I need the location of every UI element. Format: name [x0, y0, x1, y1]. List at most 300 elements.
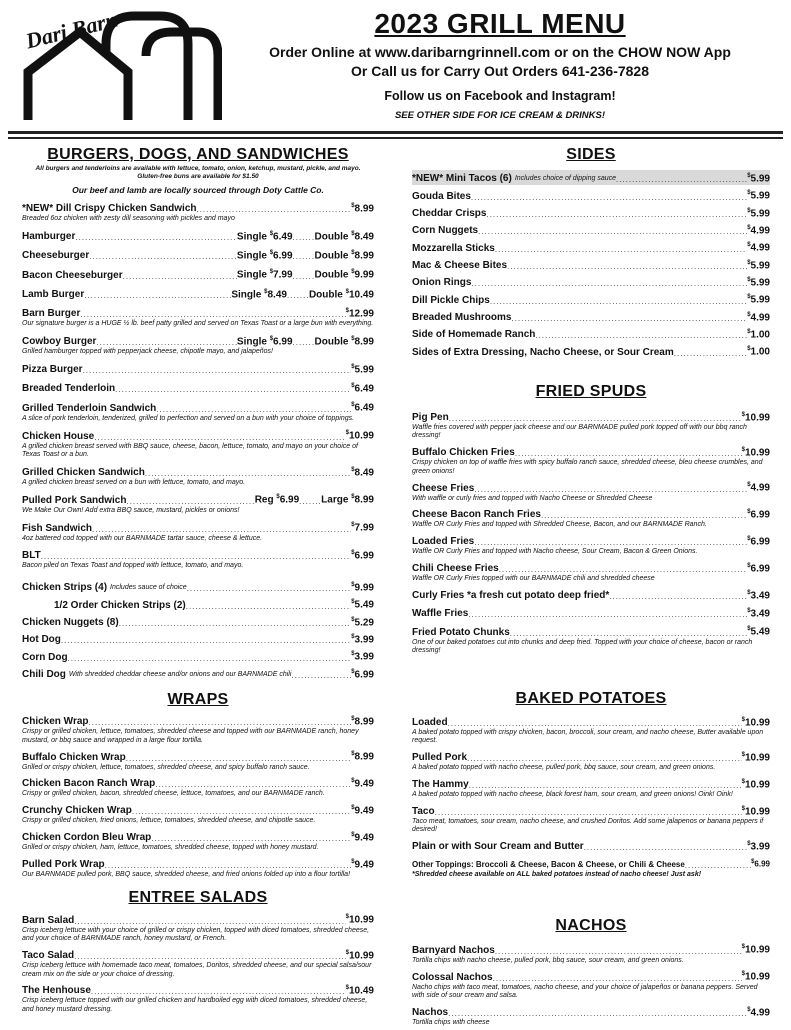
- baked-list: [412, 714, 770, 880]
- leader-dots: [105, 861, 352, 871]
- menu-item: [412, 205, 770, 220]
- menu-item: [412, 257, 770, 272]
- menu-item-row: [22, 775, 374, 790]
- nachos-list: [412, 941, 770, 1027]
- menu-item: [412, 623, 770, 655]
- burgers-note: All burgers and tenderloins are available with lettuce, tomato, onion, ketchup, mustard, pickle, and mayo.: [35, 165, 361, 172]
- menu-item-description: Breaded 6oz chicken with zesty dill seasoning with pickles and mayo: [22, 215, 235, 223]
- menu-item: [412, 776, 770, 800]
- leader-dots: [96, 338, 236, 348]
- menu-item-price: $3.49: [747, 589, 770, 601]
- menu-item: [22, 491, 374, 515]
- menu-item-row: [412, 326, 770, 341]
- menu-item-row: [22, 748, 374, 763]
- menu-item: [22, 596, 374, 611]
- menu-item-description: Tortilla chips with cheese: [412, 1018, 490, 1026]
- menu-item-name: Pulled Pork Wrap: [22, 858, 105, 870]
- menu-item-name: Hamburger: [22, 231, 76, 243]
- leader-dots: [75, 233, 237, 243]
- menu-item: [412, 605, 770, 620]
- menu-item: [22, 748, 374, 772]
- menu-item-price: $8.99: [351, 203, 374, 215]
- menu-item: [22, 361, 374, 376]
- menu-item-row: [22, 648, 374, 663]
- menu-item-row: [22, 911, 374, 926]
- menu-item-name: Plain or with Sour Cream and Butter: [412, 841, 584, 853]
- menu-item-row: [22, 247, 374, 262]
- menu-item-description: A baked potato topped with nacho cheese, black forest ham, sour cream, and green onions! Oink! Oink!: [412, 791, 733, 799]
- menu-item-price: $1.00: [747, 346, 770, 358]
- menu-item: [22, 579, 374, 594]
- menu-item-price: $8.49: [351, 466, 374, 478]
- leader-dots: [471, 279, 747, 289]
- menu-item-price: $5.99: [747, 173, 770, 185]
- leader-dots: [187, 584, 351, 594]
- menu-item-description: Our signature burger is a HUGE ½ lb. beef patty grilled and served on Texas Toast or a large bun with everything.: [22, 320, 374, 328]
- menu-item-description: Crispy chicken on top of waffle fries with spicy buffalo ranch sauce, shredded cheese, bleu cheese crumbles, and green onions!: [412, 459, 763, 475]
- section-title-burgers: BURGERS, DOGS, AND SANDWICHES: [47, 146, 349, 163]
- menu-item-row: [22, 856, 374, 871]
- menu-item: [412, 274, 770, 289]
- single-price: Single $7.99: [236, 269, 293, 281]
- menu-item-description: Waffle OR Curly Fries and topped with Nacho cheese, Sour Cream, Bacon & Green Onions.: [412, 548, 698, 556]
- section-title-sides: SIDES: [566, 146, 616, 163]
- leader-dots: [495, 245, 747, 255]
- menu-item-name: Chicken Bacon Ranch Wrap: [22, 778, 156, 790]
- gluten-free-note: Gluten-free buns are available for $1.50: [137, 173, 259, 180]
- menu-item: [22, 631, 374, 646]
- leader-dots: [499, 565, 747, 575]
- leader-dots: [510, 629, 747, 639]
- menu-item-name: Lamb Burger: [22, 289, 85, 301]
- menu-item-name: Chicken Cordon Bleu Wrap: [22, 832, 152, 844]
- menu-item-row: [22, 982, 374, 997]
- leader-dots: [293, 338, 315, 348]
- menu-item-name: The Henhouse: [22, 985, 91, 997]
- menu-item: [412, 291, 770, 306]
- section-title-nachos: NACHOS: [555, 917, 627, 935]
- menu-item-price: $5.49: [747, 626, 770, 638]
- menu-item-name: Buffalo Chicken Fries: [412, 447, 515, 459]
- menu-item: [22, 333, 374, 357]
- section-title-salads: ENTREE SALADS: [128, 889, 268, 907]
- double-price: Double $8.49: [314, 230, 374, 243]
- leader-dots: [448, 719, 742, 729]
- menu-item-row: [22, 427, 374, 442]
- menu-item-name: Pizza Burger: [22, 364, 83, 376]
- menu-item-subtext: Includes sauce of choice: [110, 584, 187, 592]
- leader-dots: [299, 497, 321, 507]
- menu-item-price: $10.99: [345, 430, 374, 442]
- menu-item: [22, 911, 374, 943]
- menu-item-name: Onion Rings: [412, 277, 472, 289]
- menu-item-row: [412, 239, 770, 254]
- menu-item-row: [22, 666, 374, 681]
- menu-item: [22, 464, 374, 488]
- leader-dots: [449, 414, 742, 424]
- menu-item-row: [412, 1004, 770, 1019]
- menu-item-description: Waffle fries covered with pepper jack cheese and our BARNMADE pulled pork topped off with our bbq ranch dressing!: [412, 423, 747, 440]
- menu-item-name: Side of Homemade Ranch: [412, 329, 536, 341]
- single-price: Single $6.99: [236, 250, 293, 262]
- single-price: Single $8.49: [231, 288, 287, 301]
- menu-item-name: Breaded Tenderloin: [22, 383, 116, 395]
- menu-item-price: $5.49: [351, 599, 374, 611]
- menu-item-name: Pulled Pork: [412, 752, 468, 764]
- menu-item-row: [22, 713, 374, 728]
- single-price: Single $6.49: [236, 230, 293, 243]
- menu-item-price: $4.99: [747, 224, 770, 237]
- menu-item-row: [412, 749, 770, 764]
- leader-dots: [293, 233, 315, 243]
- menu-item-row: [412, 941, 770, 956]
- leader-dots: [541, 511, 747, 521]
- menu-item-name: Chili Dog: [22, 668, 66, 680]
- menu-item-price: $10.99: [345, 914, 374, 926]
- menu-item-row: [412, 506, 770, 521]
- menu-item: [22, 856, 374, 880]
- menu-item: [412, 749, 770, 773]
- menu-item-name: *NEW* Dill Crispy Chicken Sandwich: [22, 203, 197, 215]
- leader-dots: [511, 314, 747, 324]
- menu-item-description: Grilled hamburger topped with pepperjack cheese, chipotle mayo, and jalapeños!: [22, 348, 273, 356]
- menu-item-price: $4.99: [747, 311, 770, 323]
- menu-item-name: Dill Pickle Chips: [412, 294, 490, 306]
- leader-dots: [91, 987, 346, 997]
- menu-item-row: [412, 838, 770, 853]
- menu-item-name: Loaded: [412, 716, 448, 728]
- left-column: [22, 146, 374, 1017]
- menu-item-name: Chicken Nuggets (8): [22, 616, 119, 628]
- menu-item-row: [22, 519, 374, 534]
- social-line: Follow us on Facebook and Instagram!: [384, 89, 616, 103]
- menu-item-name: Chicken Wrap: [22, 716, 89, 728]
- menu-item-name: Cheese Fries: [412, 482, 475, 494]
- leader-dots: [115, 385, 351, 395]
- leader-dots: [486, 210, 747, 220]
- menu-item-price: $10.99: [741, 716, 770, 728]
- menu-item-price: $5.99: [747, 276, 770, 289]
- menu-item-row: [22, 829, 374, 844]
- menu-item-price: $10.99: [741, 971, 770, 983]
- menu-item: [412, 409, 770, 441]
- menu-item-name: Other Toppings: Broccoli & Cheese, Bacon & Cheese, or Chili & Cheese: [412, 859, 685, 869]
- menu-item-name: Waffle Fries: [412, 608, 469, 620]
- leader-dots: [145, 469, 351, 479]
- menu-item: [412, 838, 770, 853]
- menu-item-price: $6.99: [747, 509, 770, 521]
- menu-item-row: [22, 464, 374, 479]
- menu-item-name: 1/2 Order Chicken Strips (2): [54, 599, 186, 611]
- menu-item-price: $10.99: [345, 949, 374, 962]
- section-title-wraps: WRAPS: [167, 690, 229, 708]
- menu-item-name: Grilled Chicken Sandwich: [22, 466, 145, 478]
- menu-item-description: Grilled or crispy chicken, ham, lettuce, tomatoes, shredded cheese, topped with honey mustard.: [22, 844, 319, 852]
- menu-item-name: Colossal Nachos: [412, 971, 493, 983]
- right-column: [412, 146, 770, 1030]
- menu-item-price: $5.99: [747, 207, 770, 219]
- menu-item-name: Barnyard Nachos: [412, 944, 495, 956]
- menu-item-row: [22, 631, 374, 646]
- menu-item-price: $5.99: [747, 190, 770, 202]
- menu-item-row: [22, 947, 374, 962]
- menu-item-name: Crunchy Chicken Wrap: [22, 805, 132, 817]
- menu-item-name: Cheeseburger: [22, 250, 90, 262]
- menu-item: [412, 560, 770, 584]
- menu-item-description: A baked potato topped with nacho cheese, pulled pork, bbq sauce, sour cream, and green onions.: [412, 764, 716, 772]
- leader-dots: [74, 917, 345, 927]
- menu-item-description: We Make Our Own! Add extra BBQ sauce, mustard, pickles or onions!: [22, 506, 240, 514]
- leader-dots: [126, 497, 254, 507]
- leader-dots: [435, 808, 742, 818]
- menu-item-price: $8.99: [351, 751, 374, 763]
- menu-item: [412, 714, 770, 746]
- menu-item-price: $5.99: [351, 363, 374, 376]
- menu-item: [412, 856, 770, 879]
- menu-item-name: Breaded Mushrooms: [412, 311, 512, 323]
- menu-item-price: $10.99: [741, 778, 770, 791]
- leader-dots: [515, 449, 742, 459]
- menu-item: [412, 506, 770, 530]
- menu-item-description: Crispy or grilled chicken, lettuce, tomatoes, shredded cheese and topped with our BARNMADE ranch, honey mustard, or bbq sauce and wrapped in a large flour tortilla.: [22, 728, 359, 744]
- menu-item-name: Taco Salad: [22, 950, 75, 962]
- menu-item-name: Curly Fries *a fresh cut potato deep fried*: [412, 589, 610, 601]
- leader-dots: [471, 193, 747, 203]
- menu-item-row: [412, 205, 770, 220]
- double-price: Double $10.49: [308, 288, 374, 301]
- menu-item: [22, 305, 374, 329]
- menu-item-row: [412, 409, 770, 424]
- menu-item-name: Gouda Bites: [412, 190, 471, 202]
- menu-item-row: [22, 286, 374, 301]
- menu-item-row: [412, 291, 770, 306]
- menu-item-row: [412, 444, 770, 459]
- single-price: Single $6.99: [236, 335, 293, 348]
- menu-item-name: BLT: [22, 550, 41, 562]
- leader-dots: [74, 952, 346, 962]
- leader-dots: [507, 262, 747, 272]
- menu-item-row: [412, 479, 770, 494]
- menu-item-description: *Shredded cheese available on ALL baked potatoes instead of nacho cheese! Just ask!: [412, 870, 702, 878]
- menu-item-row: [22, 305, 374, 320]
- menu-item-price: $4.99: [747, 242, 770, 254]
- menu-item-price: $9.49: [351, 831, 374, 844]
- leader-dots: [126, 754, 351, 764]
- menu-item-name: Barn Salad: [22, 914, 75, 926]
- menu-item-name: Grilled Tenderloin Sandwich: [22, 402, 157, 414]
- menu-item-subtext: Includes choice of dipping sauce: [514, 175, 617, 183]
- header-divider: [8, 131, 783, 134]
- menu-item-price: $6.99: [751, 859, 770, 869]
- menu-item-name: Pulled Pork Sandwich: [22, 494, 127, 506]
- leader-dots: [490, 297, 747, 307]
- menu-item-price: $9.49: [351, 778, 374, 790]
- leader-dots: [287, 291, 309, 301]
- menu-item-price: $6.99: [351, 550, 374, 562]
- leader-dots: [132, 807, 351, 817]
- leader-dots: [685, 861, 751, 871]
- double-price: Large $8.99: [321, 494, 374, 506]
- menu-item-price: $3.49: [747, 607, 770, 620]
- leader-dots: [151, 834, 351, 844]
- menu-item: [22, 200, 374, 224]
- menu-item-row: [412, 605, 770, 620]
- menu-item: [412, 479, 770, 503]
- menu-item: [22, 247, 374, 262]
- menu-item-price: $4.99: [747, 482, 770, 494]
- leader-dots: [469, 781, 742, 791]
- sides-list: [412, 170, 770, 359]
- menu-item: [412, 444, 770, 476]
- menu-item-name: Bacon Cheeseburger: [22, 269, 123, 281]
- leader-dots: [493, 974, 742, 984]
- menu-item-name: Hot Dog: [22, 634, 61, 646]
- menu-item-row: [412, 343, 770, 358]
- menu-item-name: Cowboy Burger: [22, 336, 97, 348]
- menu-item-name: Cheddar Crisps: [412, 207, 487, 219]
- menu-item: [412, 222, 770, 237]
- menu-item-name: Chili Cheese Fries: [412, 563, 499, 575]
- menu-item: [412, 587, 770, 602]
- menu-item-name: Mac & Cheese Bites: [412, 259, 508, 271]
- menu-item-row: [22, 380, 374, 395]
- menu-item-name: Cheese Bacon Ranch Fries: [412, 509, 541, 521]
- menu-item-row: [22, 266, 374, 281]
- menu-item-name: Chicken House: [22, 430, 95, 442]
- menu-item: [412, 170, 770, 185]
- menu-item: [22, 266, 374, 281]
- menu-item-name: Fried Potato Chunks: [412, 626, 510, 638]
- menu-item-price: $5.99: [747, 294, 770, 306]
- leader-dots: [68, 654, 352, 664]
- leader-dots: [291, 671, 351, 681]
- menu-item-name: Corn Dog: [22, 651, 68, 663]
- menu-item-price: $3.99: [747, 840, 770, 853]
- menu-item-description: 4oz battered cod topped with our BARNMADE tartar sauce, cheese & lettuce.: [22, 534, 263, 542]
- menu-item-row: [412, 257, 770, 272]
- menu-item: [22, 286, 374, 301]
- spuds-list: [412, 409, 770, 656]
- menu-item: [22, 648, 374, 663]
- wraps-list: [22, 713, 374, 879]
- menu-item: [412, 343, 770, 358]
- menu-item-row: [412, 222, 770, 237]
- menu-item-row: [22, 547, 374, 562]
- menu-item-description: A baked potato topped with crispy chicken, bacon, broccoli, sour cream, and nacho cheese, Butter available upon request.: [412, 728, 764, 745]
- leader-dots: [155, 780, 351, 790]
- menu-item: [22, 380, 374, 395]
- menu-item-row: [412, 856, 770, 871]
- menu-item-description: Crispy or grilled chicken, bacon, shredded cheese, lettuce, tomatoes, and our BARNMADE ranch.: [22, 790, 325, 798]
- menu-item-price: $12.99: [345, 308, 374, 320]
- menu-item: [22, 228, 374, 243]
- leader-dots: [41, 552, 351, 562]
- leader-dots: [92, 525, 351, 535]
- menu-item-name: Sides of Extra Dressing, Nacho Cheese, or Sour Cream: [412, 346, 674, 358]
- menu-item: [22, 519, 374, 543]
- menu-item-name: Pig Pen: [412, 411, 449, 423]
- menu-item: [22, 427, 374, 459]
- menu-item-row: [412, 803, 770, 818]
- salads-list: [22, 911, 374, 1014]
- menu-item-row: [412, 714, 770, 729]
- menu-item-row: [412, 968, 770, 983]
- logo-text: Dari Barn: [23, 6, 121, 54]
- menu-item-description: Crisp iceberg lettuce with your choice of grilled or crispy chicken, topped with diced tomatoes, shredded cheese, and your choice of BARNMADE ranch, honey mustard, or French.: [22, 926, 370, 943]
- menu-item-row: [412, 776, 770, 791]
- menu-item-name: Fish Sandwich: [22, 522, 93, 534]
- leader-dots: [61, 636, 351, 646]
- menu-item-description: Waffle OR Curly Fries and topped with Shredded Cheese, Bacon, and our BARNMADE Ranch.: [412, 521, 707, 529]
- menu-item-description: Our BARNMADE pulled pork, BBQ sauce, shredded cheese, and fried onions folded up into a flour tortilla!: [22, 870, 351, 878]
- page-title: 2023 GRILL MENU: [374, 8, 626, 39]
- menu-item-name: Corn Nuggets: [412, 225, 479, 237]
- section-title-baked: BAKED POTATOES: [515, 689, 667, 707]
- menu-item-name: The Hammy: [412, 779, 469, 791]
- leader-dots: [119, 619, 352, 629]
- leader-dots: [495, 947, 742, 957]
- leader-dots: [478, 227, 747, 237]
- menu-item: [22, 829, 374, 853]
- menu-item-name: Chicken Strips (4): [22, 582, 108, 594]
- leader-dots: [609, 592, 747, 602]
- leader-dots: [89, 718, 352, 728]
- menu-item-price: $6.99: [747, 535, 770, 548]
- menu-item-price: $10.49: [345, 985, 374, 997]
- menu-item-description: Nacho chips with taco meat, tomatoes, nacho cheese, and your choice of jalapeños or banana peppers. Served with side of sour cream and salsa.: [412, 983, 758, 1000]
- menu-item: [22, 666, 374, 681]
- menu-item-row: [412, 187, 770, 202]
- menu-item-row: [22, 614, 374, 629]
- menu-item-name: Mozzarella Sticks: [412, 242, 495, 254]
- menu-item-row: [22, 228, 374, 243]
- leader-dots: [535, 331, 747, 341]
- leader-dots: [293, 272, 315, 282]
- menu-item-row: [412, 533, 770, 548]
- menu-item-description: Grilled or crispy chicken, lettuce, tomatoes, shredded cheese, and spicy buffalo ranch sauce.: [22, 763, 310, 771]
- menu-item-price: $6.49: [351, 383, 374, 395]
- leader-dots: [196, 205, 351, 215]
- double-price: Double $8.99: [314, 250, 374, 262]
- leader-dots: [467, 754, 742, 764]
- header-divider-2: [8, 137, 783, 139]
- menu-item-price: $10.99: [741, 446, 770, 459]
- menu-item-description: A grilled chicken breast served on a bun with lettuce, tomato, and mayo.: [22, 478, 246, 486]
- menu-item-price: $1.00: [747, 328, 770, 341]
- menu-item-row: [412, 170, 770, 185]
- menu-item-price: $7.99: [351, 522, 374, 534]
- menu-item-price: $5.29: [351, 616, 374, 628]
- menu-item-price: $8.99: [351, 715, 374, 728]
- extras-list: [22, 579, 374, 681]
- menu-item: [412, 239, 770, 254]
- menu-item-row: [412, 309, 770, 324]
- dari-barn-logo: [22, 6, 222, 124]
- leader-dots: [674, 349, 747, 359]
- menu-item-price: $10.99: [741, 944, 770, 956]
- menu-item-price: $9.99: [351, 581, 374, 594]
- menu-item-row: [22, 802, 374, 817]
- menu-item: [412, 941, 770, 965]
- menu-item-name: *NEW* Mini Tacos (6): [412, 173, 512, 185]
- leader-dots: [94, 433, 345, 443]
- menu-item-price: $3.99: [351, 651, 374, 663]
- menu-item-description: Bacon piled on Texas Toast and topped with lettuce, tomato, and mayo.: [22, 562, 244, 570]
- menu-item-name: Buffalo Chicken Wrap: [22, 751, 126, 763]
- phone-line: Or Call us for Carry Out Orders 641-236-7828: [350, 63, 650, 79]
- menu-item-price: $10.99: [741, 805, 770, 817]
- menu-item-price: $3.99: [351, 633, 374, 646]
